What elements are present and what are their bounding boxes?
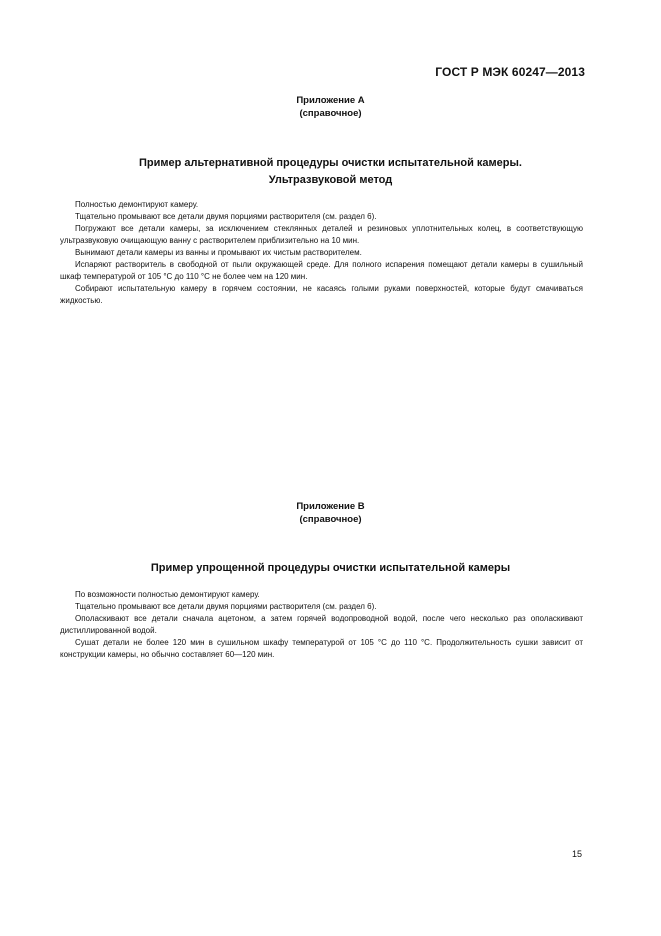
annex-b-paragraph: Тщательно промывают все детали двумя порциями растворителя (см. раздел 6).	[75, 602, 377, 611]
annex-b-body	[60, 589, 583, 661]
annex-a-body	[60, 199, 583, 307]
annex-a-paragraph: Собирают испытательную камеру в горячем состоянии, не касаясь голыми руками поверхностей, которые будут смачиваться жидкостью.	[60, 284, 583, 305]
annex-b-label: Приложение В	[296, 501, 365, 512]
annex-a-paragraph: Вынимают детали камеры из ванны и промывают их чистым растворителем.	[75, 248, 362, 257]
annex-a-title	[0, 155, 661, 189]
annex-a-paragraph: Полностью демонтируют камеру.	[75, 200, 199, 209]
annex-a-paragraph: Погружают все детали камеры, за исключением стеклянных деталей и резиновых уплотнительных колец, в соответствующую ультразвуковую очищающую ванну с растворителем приблизительно на 10 мин.	[60, 224, 583, 245]
annex-a-title-line1: Пример альтернативной процедуры очистки испытательной камеры.	[139, 157, 522, 169]
page-number: 15	[572, 849, 583, 859]
annex-b-paragraph: Ополаскивают все детали сначала ацетоном, а затем горячей водопроводной водой, после чего несколько раз ополаскивают дистиллированной водой.	[60, 614, 583, 635]
annex-a-note: (справочное)	[299, 108, 362, 119]
annex-a-title-line2: Ультразвуковой метод	[268, 174, 393, 186]
annex-b-title: Пример упрощенной процедуры очистки испытательной камеры	[150, 562, 511, 574]
annex-a-label: Приложение А	[296, 95, 365, 106]
annex-b-paragraph: По возможности полностью демонтируют камеру.	[75, 590, 260, 599]
annex-a-heading	[0, 94, 661, 120]
annex-a-paragraph: Тщательно промывают все детали двумя порциями растворителя (см. раздел 6).	[75, 212, 377, 221]
annex-b-paragraph: Сушат детали не более 120 мин в сушильном шкафу температурой от 105 °С до 110 °С. Продолжительность сушки зависит от конструкции камеры, но обычно составляет 60—120 мин.	[60, 638, 583, 659]
annex-a-paragraph: Испаряют растворитель в свободной от пыли окружающей среде. Для полного испарения помещают детали камеры в сушильный шкаф температурой от 105 °С до 110 °С не более чем на 120 мин.	[60, 260, 583, 281]
annex-b-heading	[0, 500, 661, 526]
annex-b-note: (справочное)	[299, 514, 362, 525]
standard-header: ГОСТ Р МЭК 60247—2013	[435, 65, 585, 79]
